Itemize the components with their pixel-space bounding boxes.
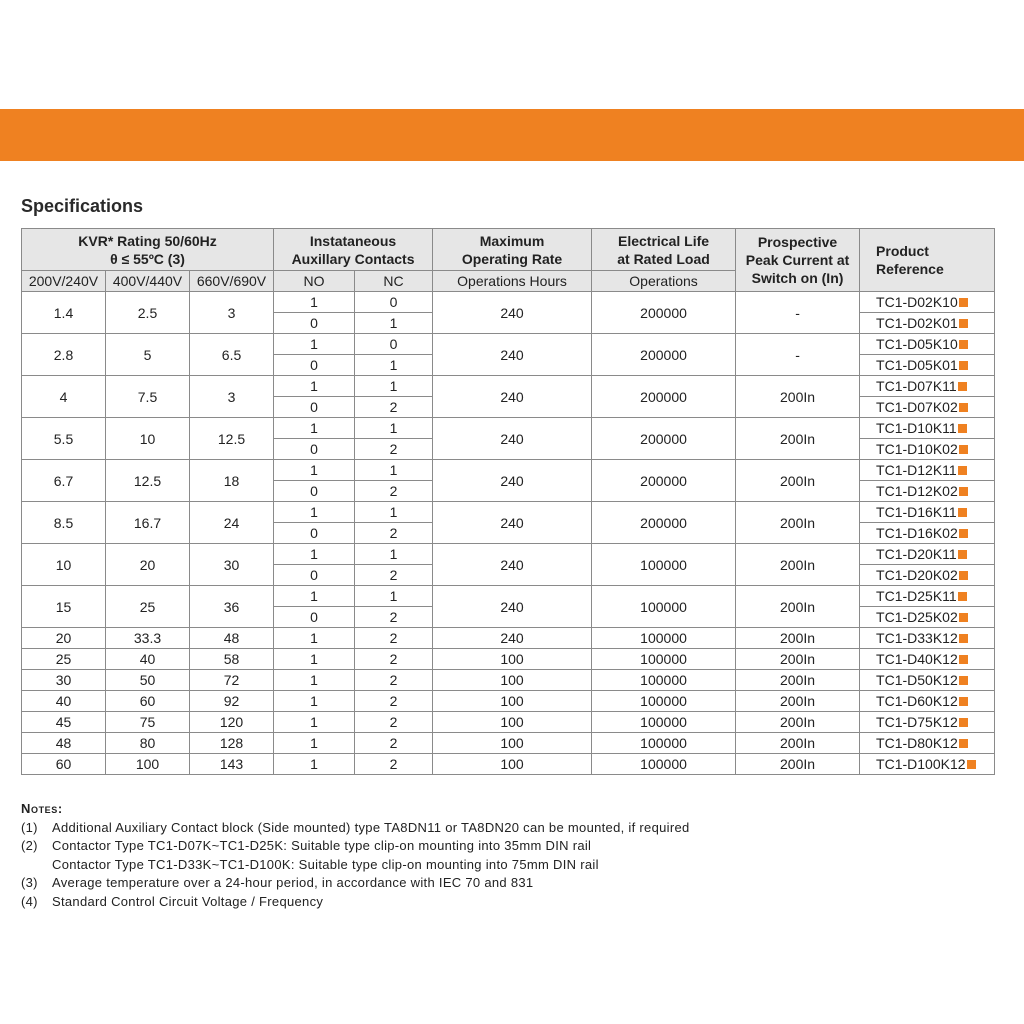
kvr-660v-cell: 18: [190, 460, 274, 502]
kvr-200v-cell: 45: [22, 712, 106, 733]
header-product-reference: Product Reference: [860, 229, 995, 292]
kvr-660v-cell: 72: [190, 670, 274, 691]
no-cell: 1: [274, 649, 355, 670]
peak-current-cell: 200In: [736, 586, 860, 628]
kvr-660v-cell: 48: [190, 628, 274, 649]
product-reference-cell: TC1-D25K02: [860, 607, 995, 628]
electrical-life-cell: 100000: [592, 712, 736, 733]
kvr-660v-cell: 30: [190, 544, 274, 586]
electrical-life-cell: 200000: [592, 502, 736, 544]
nc-cell: 1: [355, 355, 433, 376]
peak-current-cell: 200In: [736, 754, 860, 775]
table-row: [22, 754, 995, 775]
kvr-660v-cell: 92: [190, 691, 274, 712]
nc-cell: 1: [355, 313, 433, 334]
operating-rate-cell: 240: [433, 418, 592, 460]
kvr-400v-cell: 7.5: [106, 376, 190, 418]
kvr-400v-cell: 50: [106, 670, 190, 691]
operating-rate-cell: 100: [433, 691, 592, 712]
header-400v: 400V/440V: [106, 271, 190, 292]
orange-square-marker: [958, 508, 967, 517]
note-text: [52, 874, 533, 893]
kvr-200v-cell: 8.5: [22, 502, 106, 544]
nc-cell: 0: [355, 334, 433, 355]
kvr-400v-cell: 75: [106, 712, 190, 733]
electrical-life-cell: 200000: [592, 292, 736, 334]
kvr-400v-cell: 25: [106, 586, 190, 628]
notes-title: Notes:: [21, 801, 63, 816]
kvr-200v-cell: 6.7: [22, 460, 106, 502]
header-aux-contacts: Instataneous Auxillary Contacts: [274, 229, 433, 271]
operating-rate-cell: 240: [433, 376, 592, 418]
no-cell: 1: [274, 586, 355, 607]
operating-rate-cell: 240: [433, 544, 592, 586]
no-cell: 0: [274, 565, 355, 586]
no-cell: 1: [274, 460, 355, 481]
no-cell: 0: [274, 523, 355, 544]
kvr-660v-cell: 3: [190, 292, 274, 334]
note-line: Contactor Type TC1-D33K~TC1-D100K: Suitable type clip-on mounting into 75mm DIN rail: [52, 856, 599, 872]
kvr-400v-cell: 12.5: [106, 460, 190, 502]
table-row: [22, 460, 995, 481]
electrical-life-cell: 100000: [592, 649, 736, 670]
header-electrical-life: Electrical Life at Rated Load: [592, 229, 736, 271]
nc-cell: 2: [355, 733, 433, 754]
no-cell: 0: [274, 481, 355, 502]
kvr-400v-cell: 2.5: [106, 292, 190, 334]
peak-current-cell: 200In: [736, 628, 860, 649]
header-kvr-rating: KVR* Rating 50/60Hz θ ≤ 55ºC (3): [22, 229, 274, 271]
peak-current-cell: -: [736, 334, 860, 376]
no-cell: 1: [274, 754, 355, 775]
no-cell: 0: [274, 313, 355, 334]
table-row: [22, 376, 995, 397]
orange-square-marker: [959, 676, 968, 685]
product-reference-cell: TC1-D05K10: [860, 334, 995, 355]
no-cell: 1: [274, 712, 355, 733]
nc-cell: 2: [355, 691, 433, 712]
kvr-660v-cell: 6.5: [190, 334, 274, 376]
peak-current-cell: -: [736, 292, 860, 334]
electrical-life-cell: 200000: [592, 418, 736, 460]
no-cell: 1: [274, 292, 355, 313]
operating-rate-cell: 240: [433, 334, 592, 376]
peak-current-cell: 200In: [736, 460, 860, 502]
orange-square-marker: [959, 655, 968, 664]
no-cell: 1: [274, 334, 355, 355]
kvr-660v-cell: 12.5: [190, 418, 274, 460]
operating-rate-cell: 240: [433, 586, 592, 628]
orange-square-marker: [959, 361, 968, 370]
nc-cell: 2: [355, 628, 433, 649]
note-number: (2): [21, 838, 38, 854]
orange-square-marker: [959, 340, 968, 349]
nc-cell: 2: [355, 439, 433, 460]
product-reference-cell: TC1-D20K02: [860, 565, 995, 586]
peak-current-cell: 200In: [736, 502, 860, 544]
operating-rate-cell: 100: [433, 733, 592, 754]
note-number: (3): [21, 875, 38, 891]
note-line: Standard Control Circuit Voltage / Frequency: [52, 893, 324, 909]
orange-square-marker: [959, 571, 968, 580]
product-reference-cell: TC1-D33K12: [860, 628, 995, 649]
product-reference-cell: TC1-D16K11: [860, 502, 995, 523]
kvr-200v-cell: 4: [22, 376, 106, 418]
header-660v: 660V/690V: [190, 271, 274, 292]
orange-square-marker: [959, 697, 968, 706]
peak-current-cell: 200In: [736, 376, 860, 418]
product-reference-cell: TC1-D100K12: [860, 754, 995, 775]
kvr-660v-cell: 58: [190, 649, 274, 670]
kvr-400v-cell: 33.3: [106, 628, 190, 649]
kvr-200v-cell: 48: [22, 733, 106, 754]
no-cell: 1: [274, 418, 355, 439]
table-row: [22, 691, 995, 712]
product-reference-cell: TC1-D12K11: [860, 460, 995, 481]
orange-square-marker: [958, 382, 967, 391]
kvr-660v-cell: 120: [190, 712, 274, 733]
product-reference-cell: TC1-D02K01: [860, 313, 995, 334]
orange-square-marker: [958, 424, 967, 433]
note-text: [52, 893, 323, 912]
operating-rate-cell: 240: [433, 502, 592, 544]
peak-current-cell: 200In: [736, 733, 860, 754]
kvr-200v-cell: 1.4: [22, 292, 106, 334]
table-row: [22, 418, 995, 439]
product-reference-cell: TC1-D10K11: [860, 418, 995, 439]
kvr-660v-cell: 128: [190, 733, 274, 754]
product-reference-cell: TC1-D16K02: [860, 523, 995, 544]
note-number: (4): [21, 893, 38, 909]
kvr-200v-cell: 2.8: [22, 334, 106, 376]
orange-square-marker: [959, 613, 968, 622]
page-title: Specifications: [21, 196, 144, 216]
nc-cell: 1: [355, 418, 433, 439]
nc-cell: 2: [355, 754, 433, 775]
orange-square-marker: [967, 760, 976, 769]
peak-current-cell: 200In: [736, 691, 860, 712]
note-line: Additional Auxiliary Contact block (Side mounted) type TA8DN11 or TA8DN20 can be mounted, if required: [52, 819, 690, 835]
product-reference-cell: TC1-D50K12: [860, 670, 995, 691]
header-200v: 200V/240V: [22, 271, 106, 292]
top-banner: [0, 109, 1024, 161]
header-peak-current: Prospective Peak Current at Switch on (In): [736, 229, 860, 292]
operating-rate-cell: 100: [433, 754, 592, 775]
no-cell: 1: [274, 691, 355, 712]
kvr-660v-cell: 3: [190, 376, 274, 418]
table-row: [22, 502, 995, 523]
orange-square-marker: [958, 592, 967, 601]
no-cell: 1: [274, 376, 355, 397]
note-number: (1): [21, 819, 38, 835]
kvr-400v-cell: 60: [106, 691, 190, 712]
table-row: [22, 544, 995, 565]
note-text: [52, 837, 599, 874]
orange-square-marker: [959, 298, 968, 307]
header-operations-hours: Operations Hours: [433, 271, 592, 292]
product-reference-cell: TC1-D07K02: [860, 397, 995, 418]
product-reference-cell: TC1-D40K12: [860, 649, 995, 670]
kvr-400v-cell: 80: [106, 733, 190, 754]
orange-square-marker: [959, 739, 968, 748]
operating-rate-cell: 240: [433, 292, 592, 334]
product-reference-cell: TC1-D12K02: [860, 481, 995, 502]
table-row: [22, 628, 995, 649]
electrical-life-cell: 100000: [592, 691, 736, 712]
nc-cell: 2: [355, 649, 433, 670]
product-reference-cell: TC1-D10K02: [860, 439, 995, 460]
product-reference-cell: TC1-D60K12: [860, 691, 995, 712]
operating-rate-cell: 100: [433, 712, 592, 733]
nc-cell: 2: [355, 523, 433, 544]
electrical-life-cell: 100000: [592, 586, 736, 628]
nc-cell: 1: [355, 460, 433, 481]
orange-square-marker: [958, 466, 967, 475]
note-line: Contactor Type TC1-D07K~TC1-D25K: Suitable type clip-on mounting into 35mm DIN rail: [52, 838, 592, 854]
nc-cell: 2: [355, 565, 433, 586]
product-reference-cell: TC1-D80K12: [860, 733, 995, 754]
kvr-400v-cell: 5: [106, 334, 190, 376]
orange-square-marker: [959, 445, 968, 454]
table-row: [22, 586, 995, 607]
nc-cell: 1: [355, 376, 433, 397]
kvr-400v-cell: 10: [106, 418, 190, 460]
orange-square-marker: [959, 718, 968, 727]
table-row: [22, 733, 995, 754]
kvr-200v-cell: 40: [22, 691, 106, 712]
product-reference-cell: TC1-D07K11: [860, 376, 995, 397]
nc-cell: 2: [355, 481, 433, 502]
orange-square-marker: [959, 529, 968, 538]
kvr-200v-cell: 15: [22, 586, 106, 628]
electrical-life-cell: 200000: [592, 334, 736, 376]
electrical-life-cell: 100000: [592, 733, 736, 754]
no-cell: 1: [274, 628, 355, 649]
nc-cell: 2: [355, 670, 433, 691]
peak-current-cell: 200In: [736, 544, 860, 586]
table-row: [22, 712, 995, 733]
kvr-660v-cell: 143: [190, 754, 274, 775]
no-cell: 0: [274, 607, 355, 628]
nc-cell: 2: [355, 712, 433, 733]
note-item: [21, 874, 690, 893]
specifications-table: [21, 228, 995, 775]
product-reference-cell: TC1-D75K12: [860, 712, 995, 733]
kvr-200v-cell: 30: [22, 670, 106, 691]
kvr-400v-cell: 20: [106, 544, 190, 586]
table-row: [22, 292, 995, 313]
orange-square-marker: [959, 487, 968, 496]
no-cell: 0: [274, 397, 355, 418]
no-cell: 1: [274, 733, 355, 754]
orange-square-marker: [959, 403, 968, 412]
nc-cell: 1: [355, 502, 433, 523]
no-cell: 0: [274, 355, 355, 376]
kvr-200v-cell: 5.5: [22, 418, 106, 460]
note-item: [21, 893, 690, 912]
no-cell: 1: [274, 502, 355, 523]
nc-cell: 2: [355, 607, 433, 628]
note-text: [52, 819, 690, 838]
product-reference-cell: TC1-D02K10: [860, 292, 995, 313]
electrical-life-cell: 100000: [592, 544, 736, 586]
nc-cell: 0: [355, 292, 433, 313]
orange-square-marker: [958, 550, 967, 559]
electrical-life-cell: 100000: [592, 754, 736, 775]
peak-current-cell: 200In: [736, 418, 860, 460]
orange-square-marker: [959, 634, 968, 643]
nc-cell: 1: [355, 544, 433, 565]
kvr-660v-cell: 24: [190, 502, 274, 544]
operating-rate-cell: 240: [433, 460, 592, 502]
electrical-life-cell: 200000: [592, 376, 736, 418]
note-item: [21, 837, 690, 874]
kvr-400v-cell: 100: [106, 754, 190, 775]
operating-rate-cell: 100: [433, 670, 592, 691]
kvr-200v-cell: 25: [22, 649, 106, 670]
operating-rate-cell: 240: [433, 628, 592, 649]
product-reference-cell: TC1-D25K11: [860, 586, 995, 607]
table-row: [22, 334, 995, 355]
product-reference-cell: TC1-D20K11: [860, 544, 995, 565]
note-line: Average temperature over a 24-hour period, in accordance with IEC 70 and 831: [52, 875, 534, 891]
note-item: [21, 819, 690, 838]
nc-cell: 1: [355, 586, 433, 607]
header-operations: Operations: [592, 271, 736, 292]
kvr-200v-cell: 20: [22, 628, 106, 649]
electrical-life-cell: 200000: [592, 460, 736, 502]
table-row: [22, 670, 995, 691]
kvr-200v-cell: 10: [22, 544, 106, 586]
no-cell: 1: [274, 670, 355, 691]
table-row: [22, 649, 995, 670]
peak-current-cell: 200In: [736, 649, 860, 670]
header-no: NO: [274, 271, 355, 292]
peak-current-cell: 200In: [736, 712, 860, 733]
product-reference-cell: TC1-D05K01: [860, 355, 995, 376]
header-max-rate: Maximum Operating Rate: [433, 229, 592, 271]
no-cell: 1: [274, 544, 355, 565]
kvr-200v-cell: 60: [22, 754, 106, 775]
kvr-400v-cell: 16.7: [106, 502, 190, 544]
kvr-660v-cell: 36: [190, 586, 274, 628]
electrical-life-cell: 100000: [592, 628, 736, 649]
orange-square-marker: [959, 319, 968, 328]
no-cell: 0: [274, 439, 355, 460]
peak-current-cell: 200In: [736, 670, 860, 691]
kvr-400v-cell: 40: [106, 649, 190, 670]
notes: [21, 800, 690, 912]
header-nc: NC: [355, 271, 433, 292]
operating-rate-cell: 100: [433, 649, 592, 670]
nc-cell: 2: [355, 397, 433, 418]
electrical-life-cell: 100000: [592, 670, 736, 691]
